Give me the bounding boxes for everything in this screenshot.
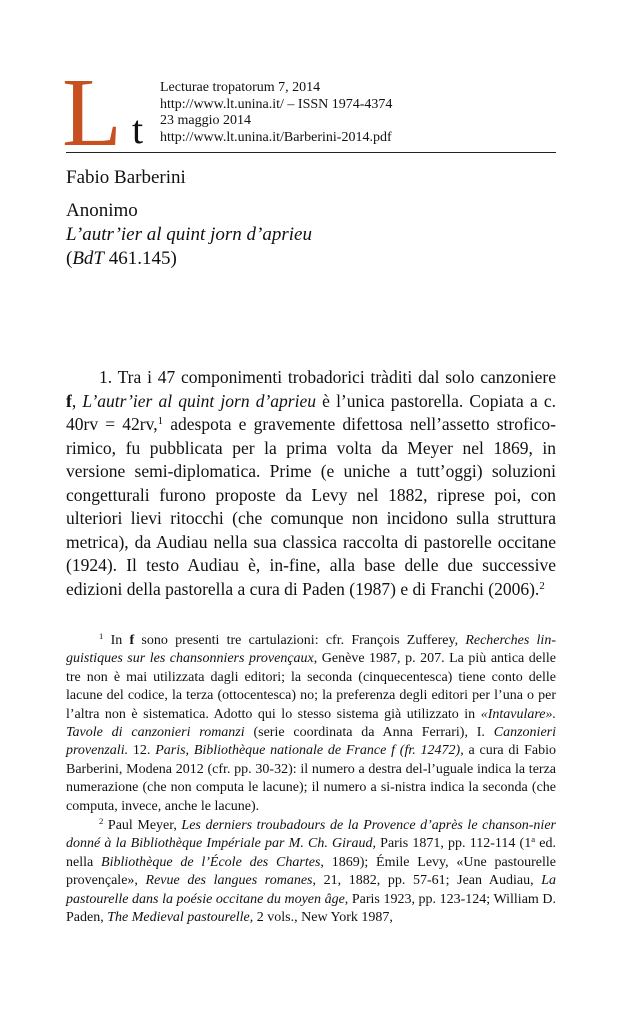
text-run: , (71, 390, 83, 411)
work-title: L’autr’ier al quint jorn d’aprieu (66, 224, 312, 245)
text-run: , 21, 1882, pp. 57-61; Jean Audiau, (312, 873, 542, 889)
text-run: , Genève 1987, p. 207. La più antica delle tre non è mai utilizzata dagli editori; la seconda (cinquecentesca) tiene conto delle lacune del codice, la terza (ottocentesca) no; la preferenza degli editori per l’una o per l’altra non è sistematica. Adotto qui lo stesso sistema già utilizzato in (66, 651, 556, 722)
paragraph-1 (66, 366, 556, 601)
cited-title: Bibliothèque de l’École des Chartes (101, 854, 321, 870)
text-run: In (103, 633, 130, 648)
text-run: adespota e gravemente difettosa nell’assetto strofico-rimico, fu pubblicata per la prima volta da Meyer nel 1869, in versione semi-diplomatica. Prime (e uniche a tutt’oggi) soluzioni congetturali furono proposte da Levy nel 1882, riprese poi, con ulteriori lievi ritocchi (che comunque non incidono sulla struttura metrica), da Audiau nella sua classica raccolta di pastorelle occitane (1924). Il testo Audiau è, in-fine, alla base delle due successive edizioni della pastorella a cura di Paden (1987) e di Franchi (2006). (66, 414, 557, 599)
work-reference (66, 247, 312, 271)
footnote-ref-2[interactable]: 2 (539, 579, 545, 592)
footnote-2 (66, 817, 556, 927)
manuscript-siglum: f (66, 390, 72, 411)
logo-letter-l: L (62, 59, 122, 167)
journal-meta (160, 80, 392, 146)
author-name: Fabio Barberini (66, 167, 186, 188)
logo-letter-t: t (132, 107, 144, 152)
work-heading (66, 199, 312, 271)
text-run: , 2 vols., New York 1987, (249, 910, 393, 926)
footnotes (66, 632, 556, 929)
cited-title: Revue des langues romanes (145, 873, 313, 889)
journal-logo (62, 59, 154, 167)
cited-title: «Intavulare». Tavole di canzonieri romanzi (66, 706, 556, 741)
footnote-ref-1[interactable]: 1 (157, 415, 164, 428)
header-rule (66, 152, 556, 153)
text-run: 1. Tra i 47 componimenti trobadorici tràditi dal solo canzoniere (99, 367, 556, 387)
ref-open: ( (66, 248, 73, 269)
manuscript-siglum: f (129, 633, 135, 648)
text-run: Paul Meyer, (103, 818, 182, 834)
ref-siglum: BdT (72, 248, 105, 269)
cited-title: Recherches lin-guistiques sur les chansonniers provençaux (66, 633, 556, 667)
cited-title: La pastourelle dans la poésie occitane du moyen âge (66, 873, 556, 907)
cited-title: Canzonieri provenzali. (66, 725, 556, 759)
text-run: (serie coordinata da Anna Ferrari), I. (244, 725, 494, 741)
text-run: , a cura di Fabio Barberini, Modena 2012 (cfr. pp. 30-32): il numero a destra del-l’uguale indica la terza numerazione (che non computa le lacune); il numero a si-nistra indica la seconda (che computa, invece, anche le lacune). (66, 743, 557, 814)
footnote-number: 2 (99, 816, 104, 827)
text-run: ed. nella (66, 836, 556, 870)
publication-date: 23 maggio 2014 (160, 113, 251, 128)
cited-title: Les derniers troubadours de la Provence d’après le chanson-nier donné à la Bibliothèque Impériale par M. Ch. Giraud (66, 818, 556, 852)
journal-issue: Lecturae tropatorum 7, 2014 (160, 80, 321, 95)
text-run: 12. (128, 743, 156, 759)
edition-superscript: a (531, 834, 536, 845)
footnote-number: 1 (99, 631, 104, 642)
text-run: è l’unica pastorella. Copiata a c. 40rv = 42rv, (66, 390, 556, 434)
text-run: sono presenti tre cartulazioni: cfr. François Zufferey, (134, 633, 466, 648)
text-run: , Paris 1923, pp. 123-124; William D. Paden, (66, 891, 556, 926)
text-run: , Paris 1871, pp. 112-114 (1 (372, 836, 532, 852)
journal-url-issn: http://www.lt.unina.it/ – ISSN 1974-4374 (160, 96, 393, 112)
ref-number: 461.145) (104, 248, 177, 269)
text-run: , 1869); Émile Levy, «Une pastourelle provençale», (66, 854, 556, 889)
footnote-1 (66, 632, 556, 816)
poem-title: L’autr’ier al quint jorn d’aprieu (82, 390, 316, 411)
cited-title: Paris, Bibliothèque nationale de France f (fr. 12472) (155, 743, 461, 759)
work-attribution: Anonimo (66, 200, 138, 221)
cited-title: The Medieval pastourelle (107, 910, 250, 926)
article-url: http://www.lt.unina.it/Barberini-2014.pdf (160, 129, 392, 145)
article-body (66, 366, 556, 601)
